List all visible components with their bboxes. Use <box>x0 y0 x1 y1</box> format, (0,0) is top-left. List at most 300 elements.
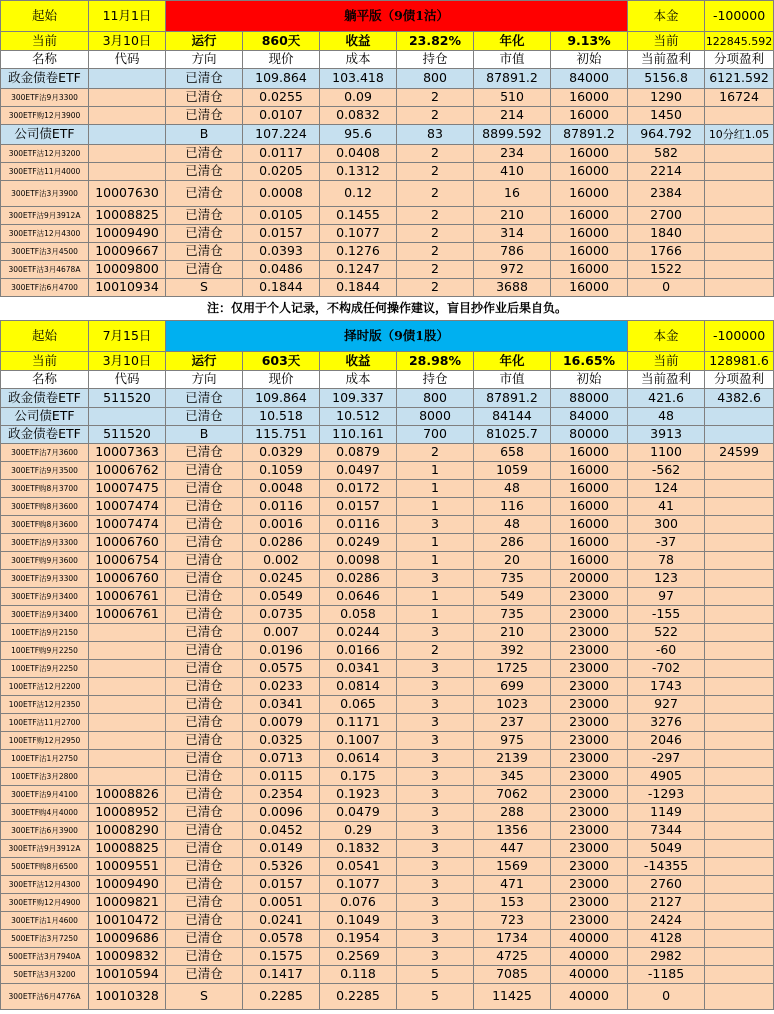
table-cell: 16000 <box>551 444 628 462</box>
table-cell: 300ETF沽6月3900 <box>1 822 89 840</box>
table-cell: 300ETF沽1月4600 <box>1 912 89 930</box>
table-cell: 80000 <box>551 426 628 444</box>
table-cell <box>705 930 774 948</box>
table-row <box>1 163 774 181</box>
table-cell <box>89 69 166 89</box>
table-cell: 已清仓 <box>166 462 243 480</box>
table-cell: 0.0157 <box>320 498 397 516</box>
table-cell: 11425 <box>474 984 551 1010</box>
table-cell: 0.0166 <box>320 642 397 660</box>
table-cell: 3 <box>397 624 474 642</box>
disclaimer-note: 注：仅用于个人记录，不构成任何操作建议，盲目抄作业后果自负。 <box>206 301 567 315</box>
table-cell: 87891.2 <box>474 389 551 408</box>
table-cell <box>89 732 166 750</box>
table-cell: 0.2285 <box>243 984 320 1010</box>
table-cell: 16000 <box>551 163 628 181</box>
table-cell: 700 <box>397 426 474 444</box>
table-cell <box>89 768 166 786</box>
table-cell: 0.2285 <box>320 984 397 1010</box>
table-cell: 已清仓 <box>166 822 243 840</box>
table-cell: 2384 <box>628 181 705 207</box>
table-cell: 16000 <box>551 145 628 163</box>
capital-label: 本金 <box>628 321 705 352</box>
table-cell: 10.518 <box>243 408 320 426</box>
current-label-2: 当前 <box>628 32 705 51</box>
table-cell: 3 <box>397 840 474 858</box>
table-cell: 16000 <box>551 225 628 243</box>
table-cell: 2139 <box>474 750 551 768</box>
col-header: 成本 <box>320 51 397 69</box>
table-cell: 10008825 <box>89 207 166 225</box>
table-cell: 已清仓 <box>166 408 243 426</box>
table-cell: 300ETF沽7月3600 <box>1 444 89 462</box>
table-cell: 471 <box>474 876 551 894</box>
table-cell <box>705 912 774 930</box>
col-header: 初始 <box>551 371 628 389</box>
table-cell: 2 <box>397 207 474 225</box>
table-cell: 115.751 <box>243 426 320 444</box>
col-header: 分项盈利 <box>705 51 774 69</box>
table-cell: 84000 <box>551 408 628 426</box>
table-cell: 10.512 <box>320 408 397 426</box>
table-cell: 109.864 <box>243 389 320 408</box>
col-header: 方向 <box>166 51 243 69</box>
table-cell <box>89 714 166 732</box>
table-cell: 800 <box>397 389 474 408</box>
table-cell <box>89 89 166 107</box>
table-cell: 0.0249 <box>320 534 397 552</box>
table-cell: 0.0479 <box>320 804 397 822</box>
t1-body <box>1 1 774 297</box>
table-cell: 10007630 <box>89 181 166 207</box>
table-cell: 2 <box>397 145 474 163</box>
table-cell: 4905 <box>628 768 705 786</box>
table-cell: 0.0614 <box>320 750 397 768</box>
table-cell: 已清仓 <box>166 660 243 678</box>
col-header: 市值 <box>474 371 551 389</box>
current-label: 当前 <box>1 352 89 371</box>
table-cell: 3276 <box>628 714 705 732</box>
col-header: 分项盈利 <box>705 371 774 389</box>
table-cell: 3 <box>397 858 474 876</box>
table-cell <box>705 225 774 243</box>
table-cell: 2700 <box>628 207 705 225</box>
current-date: 3月10日 <box>89 352 166 371</box>
capital-label: 本金 <box>628 1 705 32</box>
table-cell: 100ETF沽9月2150 <box>1 624 89 642</box>
table-row <box>1 894 774 912</box>
table-row <box>1 588 774 606</box>
table-row <box>1 984 774 1010</box>
table-cell: 300 <box>628 516 705 534</box>
table-cell: 100ETF沽9月2250 <box>1 660 89 678</box>
table-cell: 87891.2 <box>474 69 551 89</box>
table-cell: 23000 <box>551 768 628 786</box>
table-cell: 0.1923 <box>320 786 397 804</box>
table-cell: 100ETF购12月2950 <box>1 732 89 750</box>
table-cell: 0.1171 <box>320 714 397 732</box>
table-row <box>1 786 774 804</box>
table-cell: 已清仓 <box>166 858 243 876</box>
table-cell: 300ETF沽9月3912A <box>1 207 89 225</box>
table-cell: 10008290 <box>89 822 166 840</box>
table-cell <box>89 163 166 181</box>
table-cell <box>705 876 774 894</box>
table-cell: 0.0233 <box>243 678 320 696</box>
table-cell: 23000 <box>551 858 628 876</box>
col-header: 方向 <box>166 371 243 389</box>
table-cell: 5049 <box>628 840 705 858</box>
table-cell: 1356 <box>474 822 551 840</box>
table-cell <box>89 125 166 145</box>
table-cell: 300ETF沽9月3400 <box>1 606 89 624</box>
table-cell: 582 <box>628 145 705 163</box>
table-cell: 10010328 <box>89 984 166 1010</box>
table-cell: 234 <box>474 145 551 163</box>
table-cell: 972 <box>474 261 551 279</box>
col-header: 代码 <box>89 371 166 389</box>
table-cell: 10006754 <box>89 552 166 570</box>
table-cell <box>705 624 774 642</box>
table-cell: 7062 <box>474 786 551 804</box>
table-cell: 已清仓 <box>166 145 243 163</box>
table-cell: 已清仓 <box>166 69 243 89</box>
table-cell: 已清仓 <box>166 930 243 948</box>
table-cell: 107.224 <box>243 125 320 145</box>
table-cell: 0.0286 <box>243 534 320 552</box>
table-cell: 16000 <box>551 89 628 107</box>
table-row <box>1 279 774 297</box>
table-cell: 2760 <box>628 876 705 894</box>
table-cell: 已清仓 <box>166 966 243 984</box>
table-cell: 已清仓 <box>166 840 243 858</box>
table-row <box>1 642 774 660</box>
table-cell: 10008952 <box>89 804 166 822</box>
table-cell: 16724 <box>705 89 774 107</box>
table-cell <box>705 426 774 444</box>
table-cell: 109.864 <box>243 69 320 89</box>
table-cell: 3 <box>397 948 474 966</box>
table-cell: 0.058 <box>320 606 397 624</box>
table-cell: 16000 <box>551 552 628 570</box>
table-cell: 23000 <box>551 642 628 660</box>
table-cell: 0.1417 <box>243 966 320 984</box>
table-cell: 300ETF购8月3600 <box>1 516 89 534</box>
table-cell: 2 <box>397 89 474 107</box>
table-cell <box>705 984 774 1010</box>
table-cell: 50ETF沽3月3200 <box>1 966 89 984</box>
table-cell: 16000 <box>551 462 628 480</box>
table-cell: 658 <box>474 444 551 462</box>
table-cell: 1 <box>397 534 474 552</box>
table-cell: 公司债ETF <box>1 408 89 426</box>
table-cell: 2127 <box>628 894 705 912</box>
table-cell: 1522 <box>628 261 705 279</box>
run-label: 运行 <box>166 32 243 51</box>
table-cell: 237 <box>474 714 551 732</box>
table-cell: 0.0196 <box>243 642 320 660</box>
table-cell: 10010934 <box>89 279 166 297</box>
start-label: 起始 <box>1 321 89 352</box>
table-cell: 3 <box>397 570 474 588</box>
table-cell: 3 <box>397 786 474 804</box>
table-cell: 1725 <box>474 660 551 678</box>
table-cell: -1185 <box>628 966 705 984</box>
table-cell: 3 <box>397 822 474 840</box>
table-cell: 2982 <box>628 948 705 966</box>
table-cell: 345 <box>474 768 551 786</box>
table-cell: 0.1077 <box>320 876 397 894</box>
table-cell: 10009686 <box>89 930 166 948</box>
table-cell: 23000 <box>551 876 628 894</box>
table-cell: 已清仓 <box>166 606 243 624</box>
table-row <box>1 966 774 984</box>
table-cell: 23000 <box>551 732 628 750</box>
table-row <box>1 876 774 894</box>
start-label: 起始 <box>1 1 89 32</box>
table-cell: 1569 <box>474 858 551 876</box>
table-cell: 3 <box>397 660 474 678</box>
table-cell: 16000 <box>551 261 628 279</box>
table-cell: 16000 <box>551 107 628 125</box>
table-cell: 0.0107 <box>243 107 320 125</box>
table-cell: 0.12 <box>320 181 397 207</box>
table-cell: 1149 <box>628 804 705 822</box>
table-cell: 10009490 <box>89 876 166 894</box>
table-cell: 0.1247 <box>320 261 397 279</box>
table-row <box>1 606 774 624</box>
run-label: 运行 <box>166 352 243 371</box>
table-cell: 975 <box>474 732 551 750</box>
table-cell: 3 <box>397 516 474 534</box>
table-cell: -14355 <box>628 858 705 876</box>
table-cell: 0.5326 <box>243 858 320 876</box>
table-cell: 0.1575 <box>243 948 320 966</box>
table-cell: 40000 <box>551 984 628 1010</box>
table-cell: 4382.6 <box>705 389 774 408</box>
table-cell <box>705 786 774 804</box>
table-row <box>1 732 774 750</box>
table-cell: 已清仓 <box>166 243 243 261</box>
table-cell: 0.0713 <box>243 750 320 768</box>
table-cell: 已清仓 <box>166 948 243 966</box>
table-row <box>1 714 774 732</box>
table-cell: 0.0245 <box>243 570 320 588</box>
table-cell: 109.337 <box>320 389 397 408</box>
table-cell: 已清仓 <box>166 89 243 107</box>
table-cell: 0.0205 <box>243 163 320 181</box>
table-cell: 153 <box>474 894 551 912</box>
table-cell: 已清仓 <box>166 786 243 804</box>
table-cell: 300ETF沽9月3300 <box>1 89 89 107</box>
table-cell: 24599 <box>705 444 774 462</box>
table-cell: 40000 <box>551 930 628 948</box>
table-cell: 已清仓 <box>166 498 243 516</box>
table-cell: 10007475 <box>89 480 166 498</box>
table-cell: 447 <box>474 840 551 858</box>
table-cell: 78 <box>628 552 705 570</box>
table-cell: 83 <box>397 125 474 145</box>
table-row <box>1 804 774 822</box>
table-cell: 2 <box>397 642 474 660</box>
table-cell: 0.0255 <box>243 89 320 107</box>
table-cell: 已清仓 <box>166 389 243 408</box>
table-row <box>1 768 774 786</box>
table-cell: 100ETF沽12月2350 <box>1 696 89 714</box>
table-cell: -37 <box>628 534 705 552</box>
table-row <box>1 89 774 107</box>
table-cell: 2 <box>397 163 474 181</box>
table-cell: 510 <box>474 89 551 107</box>
table-cell <box>705 181 774 207</box>
table-cell: 1023 <box>474 696 551 714</box>
annual-pct: 16.65% <box>551 352 628 371</box>
table-cell <box>89 107 166 125</box>
table-row <box>1 858 774 876</box>
annual-label: 年化 <box>474 32 551 51</box>
table-cell: 300ETF沽9月3912A <box>1 840 89 858</box>
table-cell: 2046 <box>628 732 705 750</box>
table-cell: 已清仓 <box>166 768 243 786</box>
table-cell: 300ETF沽9月3300 <box>1 570 89 588</box>
table-cell <box>705 732 774 750</box>
table-cell: 500ETF沽3月7250 <box>1 930 89 948</box>
table-cell: 10009667 <box>89 243 166 261</box>
table-cell: 已清仓 <box>166 876 243 894</box>
table-cell: 1734 <box>474 930 551 948</box>
col-header: 代码 <box>89 51 166 69</box>
table-cell <box>89 145 166 163</box>
table-cell: 300ETF沽3月4678A <box>1 261 89 279</box>
table-cell <box>705 750 774 768</box>
table-cell: 3 <box>397 894 474 912</box>
table-cell <box>705 714 774 732</box>
table-cell: 3 <box>397 768 474 786</box>
table-cell: 1 <box>397 480 474 498</box>
table-cell <box>705 534 774 552</box>
table-cell: 110.161 <box>320 426 397 444</box>
start-date: 7月15日 <box>89 321 166 352</box>
table-cell: 3 <box>397 732 474 750</box>
table-cell: 300ETF沽6月4700 <box>1 279 89 297</box>
table-cell: 392 <box>474 642 551 660</box>
table-cell <box>705 163 774 181</box>
table-row <box>1 948 774 966</box>
table-cell: 210 <box>474 207 551 225</box>
table-row <box>1 696 774 714</box>
table-cell: 100ETF沽11月2700 <box>1 714 89 732</box>
table-cell: 0.2354 <box>243 786 320 804</box>
table-cell: 735 <box>474 606 551 624</box>
current-label: 当前 <box>1 32 89 51</box>
table-cell: 已清仓 <box>166 570 243 588</box>
table-cell <box>705 858 774 876</box>
table-cell: 1 <box>397 588 474 606</box>
table-cell: 3 <box>397 912 474 930</box>
table-cell: 2 <box>397 181 474 207</box>
profit-pct: 28.98% <box>397 352 474 371</box>
current-label-2: 当前 <box>628 352 705 371</box>
table-cell: 1 <box>397 462 474 480</box>
table-cell: 10007474 <box>89 498 166 516</box>
col-header: 初始 <box>551 51 628 69</box>
table-cell: 3688 <box>474 279 551 297</box>
table-cell: 政金债卷ETF <box>1 426 89 444</box>
run-days: 603天 <box>243 352 320 371</box>
table-cell <box>705 552 774 570</box>
table-cell: 23000 <box>551 912 628 930</box>
table-row <box>1 840 774 858</box>
table-cell <box>705 894 774 912</box>
table-cell: 116 <box>474 498 551 516</box>
table-cell: 0.0575 <box>243 660 320 678</box>
table-cell: 0.0646 <box>320 588 397 606</box>
table-cell: 0.0408 <box>320 145 397 163</box>
table-cell: 100ETF沽12月2200 <box>1 678 89 696</box>
table-cell: 1 <box>397 552 474 570</box>
table-cell <box>705 804 774 822</box>
table-cell: 10006760 <box>89 570 166 588</box>
table-cell: 48 <box>628 408 705 426</box>
table-cell: 300ETF沽3月3900 <box>1 181 89 207</box>
table-cell: 103.418 <box>320 69 397 89</box>
table-cell: 3 <box>397 714 474 732</box>
table-cell: 已清仓 <box>166 750 243 768</box>
table-cell: 95.6 <box>320 125 397 145</box>
table-cell <box>705 966 774 984</box>
table-row <box>1 69 774 89</box>
table-cell: 300ETF沽9月3500 <box>1 462 89 480</box>
table-cell <box>705 696 774 714</box>
table-row <box>1 462 774 480</box>
table-cell: 3 <box>397 930 474 948</box>
table-cell: 0.2569 <box>320 948 397 966</box>
table-cell: 84000 <box>551 69 628 89</box>
header-row <box>1 51 774 69</box>
table-cell: 300ETF购12月4900 <box>1 894 89 912</box>
table-cell: 16000 <box>551 243 628 261</box>
table-row <box>1 225 774 243</box>
table-cell: 0.175 <box>320 768 397 786</box>
header-row <box>1 371 774 389</box>
table-cell: 公司债ETF <box>1 125 89 145</box>
table-cell: 0.0879 <box>320 444 397 462</box>
table-cell: 2 <box>397 261 474 279</box>
table-cell: 已清仓 <box>166 207 243 225</box>
table-cell <box>705 107 774 125</box>
table-cell: 2 <box>397 243 474 261</box>
table-cell: 已清仓 <box>166 588 243 606</box>
table-cell: 5 <box>397 984 474 1010</box>
table-cell <box>89 660 166 678</box>
table-cell: 0.0578 <box>243 930 320 948</box>
table-cell: 0.0117 <box>243 145 320 163</box>
table-cell: 5156.8 <box>628 69 705 89</box>
table-cell <box>705 768 774 786</box>
col-header: 当前盈利 <box>628 371 705 389</box>
table-cell: 2 <box>397 444 474 462</box>
table-cell <box>89 642 166 660</box>
table-cell: 已清仓 <box>166 480 243 498</box>
table-cell: 0.1312 <box>320 163 397 181</box>
table-cell: 10007474 <box>89 516 166 534</box>
table-cell: 0.0497 <box>320 462 397 480</box>
table-row <box>1 389 774 408</box>
table-cell: 0.1954 <box>320 930 397 948</box>
table-cell: 300ETF沽12月4300 <box>1 876 89 894</box>
table-cell: 16000 <box>551 181 628 207</box>
col-header: 当前盈利 <box>628 51 705 69</box>
